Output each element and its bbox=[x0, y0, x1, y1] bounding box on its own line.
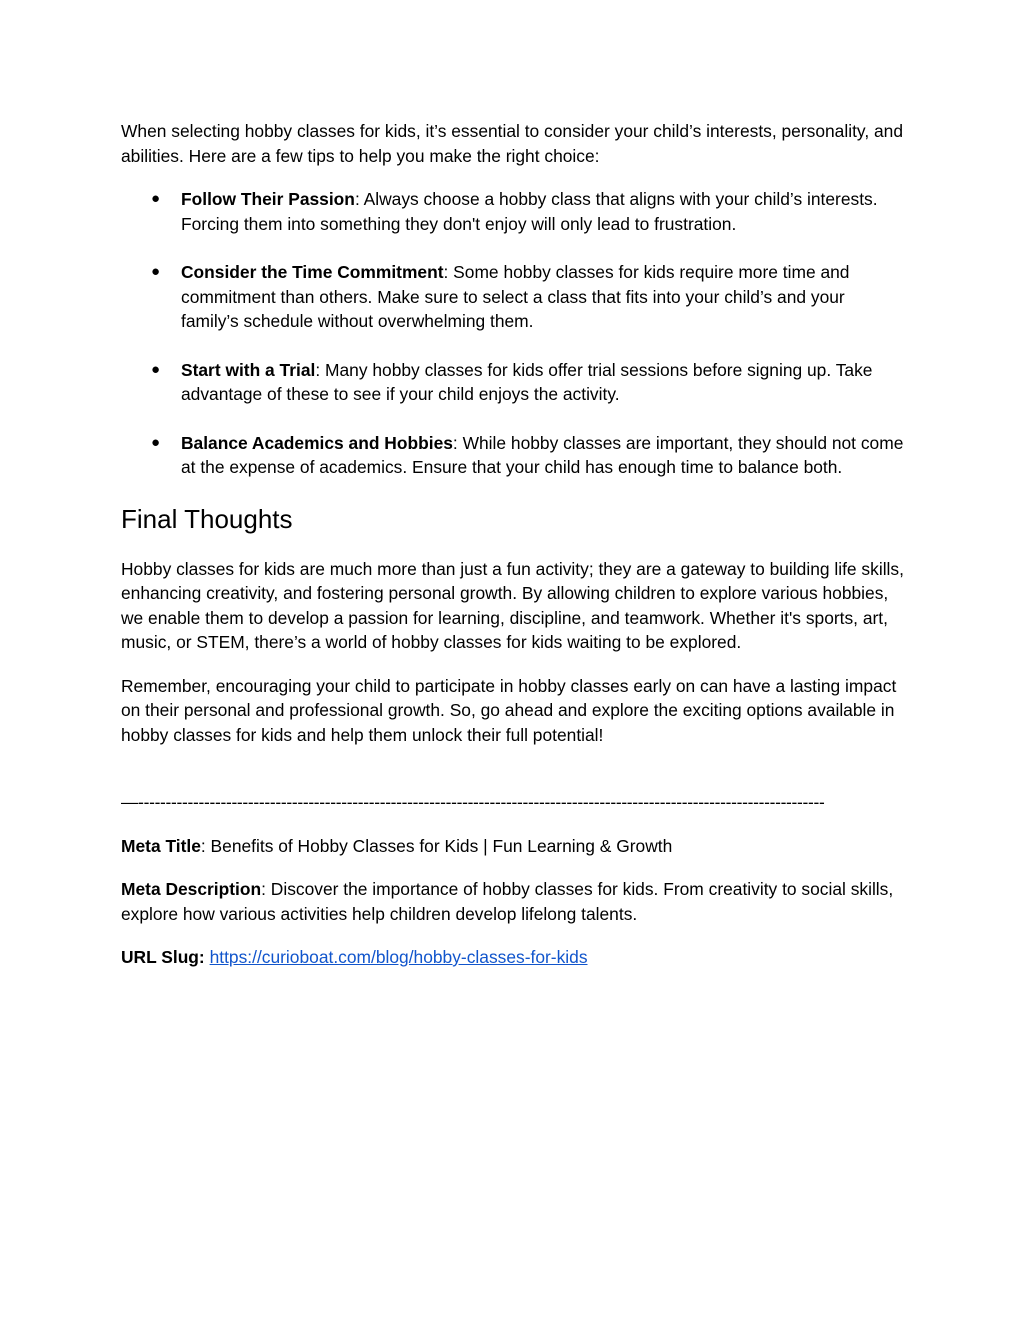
meta-title bbox=[121, 834, 906, 859]
meta-description-label: Meta Description bbox=[121, 879, 262, 899]
list-item bbox=[121, 187, 906, 236]
divider-line: —----------------------------------------------------------------------------------------------------------------------------- bbox=[121, 792, 825, 812]
tip-text: : While hobby classes are important, they should not come at the expense of academics. Ensure that your child has enough time to balance both. bbox=[181, 432, 904, 477]
tip-title: Consider the Time Commitment bbox=[181, 262, 444, 282]
intro-paragraph: When selecting hobby classes for kids, it’s essential to consider your child’s interests, personality, and abilities. Here are a few tips to help you make the right choice: bbox=[121, 121, 904, 166]
section-heading: Final Thoughts bbox=[121, 503, 293, 534]
bullet-icon: ● bbox=[151, 190, 161, 207]
bullet-icon: ● bbox=[151, 433, 161, 451]
tip-text: : Always choose a hobby class that aligns with your child’s interests. Forcing them into something they don't enjoy will only lead to frustration. bbox=[181, 189, 878, 234]
body-paragraph: Remember, encouraging your child to participate in hobby classes early on can have a lasting impact on their personal and professional growth. So, go ahead and explore the exciting options available in hobby classes for kids and help them unlock their full potential! bbox=[121, 675, 897, 745]
meta-description bbox=[121, 877, 906, 926]
tip-text: : Many hobby classes for kids offer trial sessions before signing up. Take advantage of these to see if your child enjoys the activity. bbox=[181, 359, 873, 404]
tip-title: Balance Academics and Hobbies bbox=[181, 432, 453, 453]
bullet-icon: ● bbox=[151, 360, 161, 378]
tip-text: : Some hobby classes for kids require more time and commitment than others. Make sure to select a class that fits into your child’s and your family’s schedule without overwhelming them. bbox=[181, 262, 850, 331]
list-item bbox=[121, 431, 906, 480]
document-page bbox=[121, 119, 906, 989]
bullet-icon: ● bbox=[151, 263, 161, 280]
tip-title: Follow Their Passion bbox=[181, 189, 355, 209]
url-slug-label: URL Slug: bbox=[121, 947, 205, 967]
url-slug bbox=[121, 945, 906, 970]
tip-title: Start with a Trial bbox=[181, 359, 316, 380]
meta-title-value: : Benefits of Hobby Classes for Kids | Fun Learning & Growth bbox=[200, 835, 673, 856]
list-item bbox=[121, 260, 906, 334]
list-item bbox=[121, 358, 906, 407]
body-paragraph: Hobby classes for kids are much more than just a fun activity; they are a gateway to building life skills, enhancing creativity, and fostering personal growth. By allowing children to explore various hobbies, we enable them to develop a passion for learning, discipline, and teamwork. Whether it's sports, art, music, or STEM, there’s a world of hobby classes for kids waiting to be explored. bbox=[121, 558, 904, 652]
tips-list bbox=[121, 187, 906, 480]
meta-description-value: : Discover the importance of hobby classes for kids. From creativity to social skills, explore how various activities help children develop lifelong talents. bbox=[121, 879, 894, 924]
url-slug-link[interactable]: https://curioboat.com/blog/hobby-classes-for-kids bbox=[209, 947, 588, 967]
meta-title-label: Meta Title bbox=[121, 835, 201, 856]
